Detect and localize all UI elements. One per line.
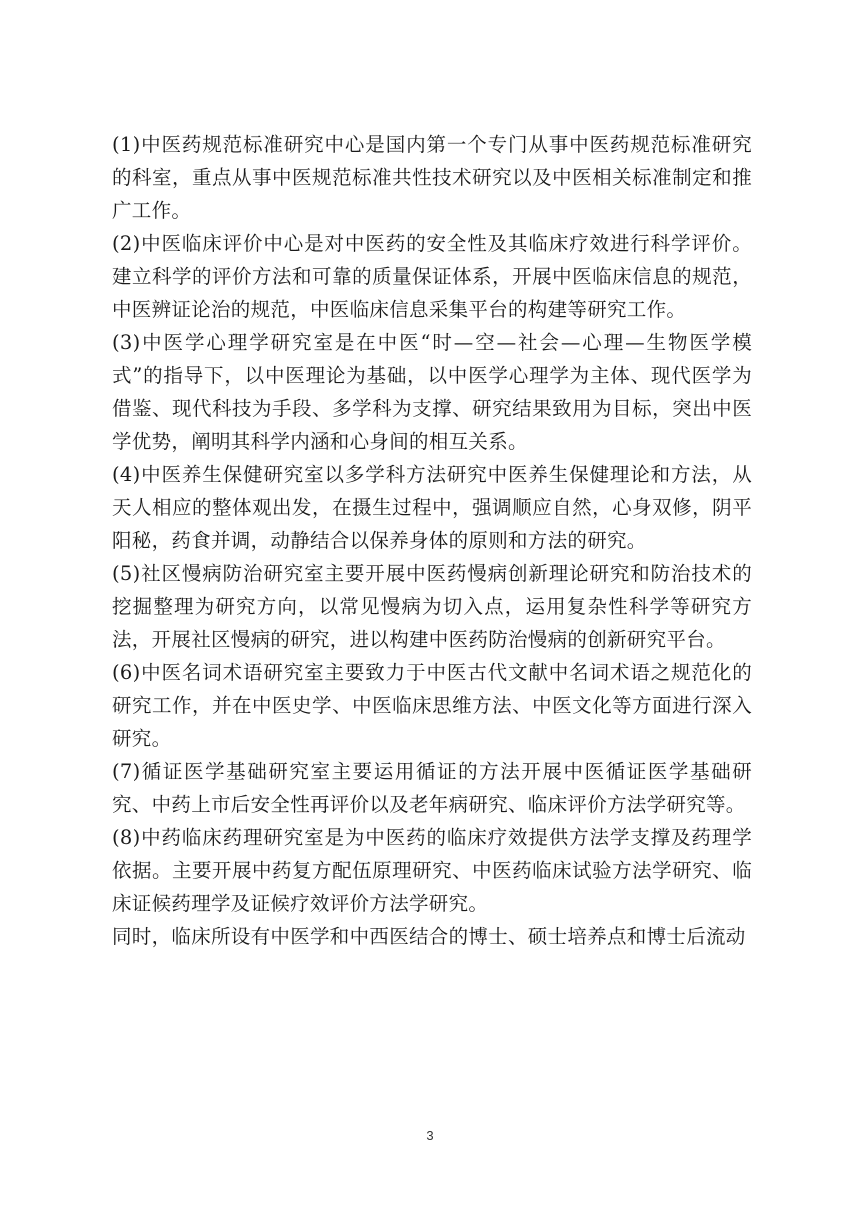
- paragraph-5: (5)社区慢病防治研究室主要开展中医药慢病创新理论研究和防治技术的挖掘整理为研究方向，以常见慢病为切入点，运用复杂性科学等研究方法，开展社区慢病的研究，进以构建中医药防治慢病的创新研究平台。: [112, 562, 752, 651]
- document-body: [112, 128, 752, 953]
- paragraph-3: (3)中医学心理学研究室是在中医“时—空—社会—心理—生物医学模式”的指导下，以中医理论为基础，以中医学心理学为主体、现代医学为借鉴、现代科技为手段、多学科为支撑、研究结果致用为目标，突出中医学优势，阐明其科学内涵和心身间的相互关系。: [112, 331, 752, 453]
- paragraph-6: (6)中医名词术语研究室主要致力于中医古代文献中名词术语之规范化的研究工作，并在中医史学、中医临床思维方法、中医文化等方面进行深入研究。: [112, 661, 752, 750]
- paragraph-8: (8)中药临床药理研究室是为中医药的临床疗效提供方法学支撑及药理学依据。主要开展中药复方配伍原理研究、中医药临床试验方法学研究、临床证候药理学及证候疗效评价方法学研究。: [112, 826, 752, 915]
- paragraph-1: (1)中医药规范标准研究中心是国内第一个专门从事中医药规范标准研究的科室，重点从事中医规范标准共性技术研究以及中医相关标准制定和推广工作。: [112, 133, 752, 222]
- page-number: 3: [426, 1128, 434, 1143]
- paragraph-9: 同时，临床所设有中医学和中西医结合的博士、硕士培养点和博士后流动: [112, 925, 746, 948]
- paragraph-4: (4)中医养生保健研究室以多学科方法研究中医养生保健理论和方法，从天人相应的整体观出发，在摄生过程中，强调顺应自然，心身双修，阴平阳秘，药食并调，动静结合以保养身体的原则和方法的研究。: [112, 463, 752, 552]
- paragraph-2: (2)中医临床评价中心是对中医药的安全性及其临床疗效进行科学评价。建立科学的评价方法和可靠的质量保证体系，开展中医临床信息的规范，中医辨证论治的规范，中医临床信息采集平台的构建等研究工作。: [112, 232, 752, 321]
- paragraph-7: (7)循证医学基础研究室主要运用循证的方法开展中医循证医学基础研究、中药上市后安全性再评价以及老年病研究、临床评价方法学研究等。: [112, 760, 752, 816]
